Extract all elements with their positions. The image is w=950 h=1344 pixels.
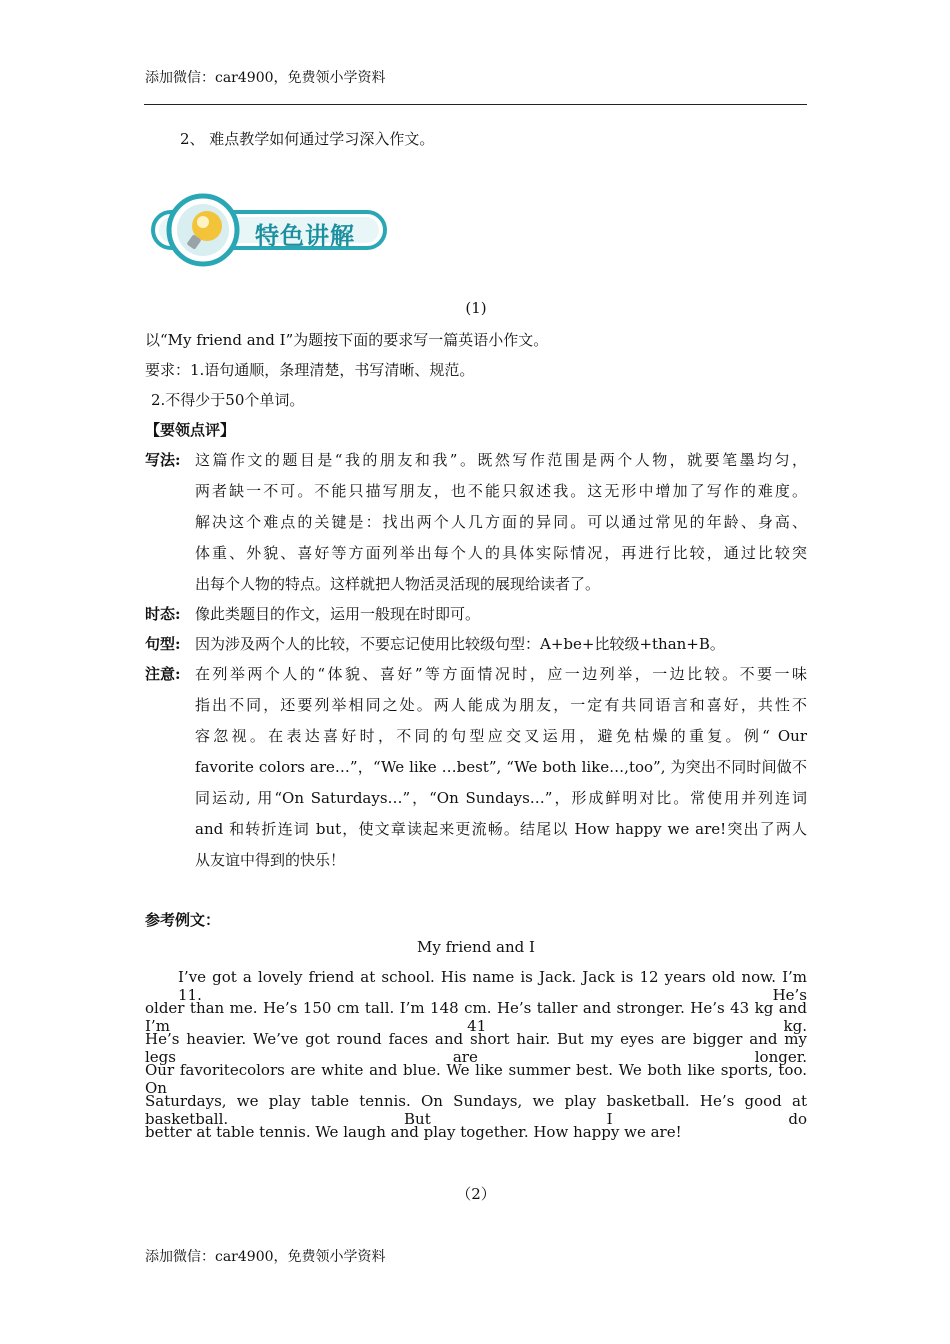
writing-line: 出每个人物的特点。这样就把人物活灵活现的展现给读者了。 [195, 575, 601, 593]
note-line: 同运动, 用“On Saturdays…”，“On Sundays…”，形成鲜明对比。常使用并列连词 [195, 789, 807, 807]
feature-banner [145, 190, 390, 270]
writing-line: 体重、外貌、喜好等方面列举出每个人的具体实际情况，再进行比较，通过比较突 [195, 544, 807, 562]
key-points-title: 【要领点评】 [145, 421, 236, 439]
essay-line: better at table tennis. We laugh and play together. How happy we are! [145, 1123, 682, 1141]
sentence-pattern-label: 句型: [145, 635, 181, 653]
essay-line: older than me. He’s 150 cm tall. I’m 148 cm. He’s taller and stronger. He’s 43 kg and I’m 41 kg. [145, 999, 807, 1035]
note-line: and 和转折连词 but，使文章读起来更流畅。结尾以 How happy we are!突出了两人 [195, 820, 807, 838]
tense-text: 像此类题目的作文，运用一般现在时即可。 [195, 605, 481, 623]
page-header: 添加微信：car4900，免费领小学资料 [145, 70, 386, 86]
section-number-1: (1) [465, 299, 487, 317]
sample-essay-label: 参考例文： [145, 911, 221, 929]
requirement-2: 2.不得少于50个单词。 [151, 391, 305, 409]
section-number-2: （2） [456, 1185, 496, 1203]
note-line: 在列举两个人的“体貌、喜好”等方面情况时，应一边列举，一边比较。不要一味 [195, 665, 807, 683]
essay-line: He’s heavier. We’ve got round faces and short hair. But my eyes are bigger and my legs are longer. [145, 1030, 807, 1066]
difficulty-item-2: 2、 难点教学如何通过学习深入作文。 [180, 130, 435, 148]
writing-prompt: 以“My friend and I”为题按下面的要求写一篇英语小作文。 [145, 331, 549, 349]
writing-line: 解决这个难点的关键是：找出两个人几方面的异同。可以通过常见的年龄、身高、 [195, 513, 807, 531]
sentence-pattern-text: 因为涉及两个人的比较，不要忘记使用比较级句型：A+be+比较级+than+B。 [195, 635, 725, 653]
page-footer: 添加微信：car4900，免费领小学资料 [145, 1249, 386, 1265]
writing-line: 两者缺一不可。不能只描写朋友，也不能只叙述我。这无形中增加了写作的难度。 [195, 482, 807, 500]
banner-title: 特色讲解 [255, 222, 355, 250]
note-label: 注意: [145, 665, 181, 683]
essay-line: Saturdays, we play table tennis. On Sundays, we play basketball. He’s good at basketball. But I do [145, 1092, 807, 1128]
essay-line: I’ve got a lovely friend at school. His name is Jack. Jack is 12 years old now. I’m 11. He’s [178, 968, 807, 1004]
essay-line: Our favoritecolors are white and blue. We like summer best. We both like sports, too. On [145, 1061, 807, 1097]
header-divider [144, 104, 807, 105]
note-line: favorite colors are…”，“We like …best”, “We both like…,too”, 为突出不同时间做不 [195, 758, 807, 776]
note-line: 从友谊中得到的快乐！ [195, 851, 346, 869]
note-line: 指出不同，还要列举相同之处。两人能成为朋友，一定有共同语言和喜好，共性不 [195, 696, 807, 714]
requirement-1: 要求：1.语句通顺，条理清楚，书写清晰、规范。 [145, 361, 475, 379]
sample-essay-title: My friend and I [417, 938, 535, 956]
writing-line: 这篇作文的题目是“我的朋友和我”。既然写作范围是两个人物，就要笔墨均匀， [195, 451, 807, 469]
note-line: 容忽视。在表达喜好时，不同的句型应交叉运用，避免枯燥的重复。例“ Our [195, 727, 807, 745]
tense-label: 时态: [145, 605, 181, 623]
writing-method-label: 写法: [145, 451, 181, 469]
